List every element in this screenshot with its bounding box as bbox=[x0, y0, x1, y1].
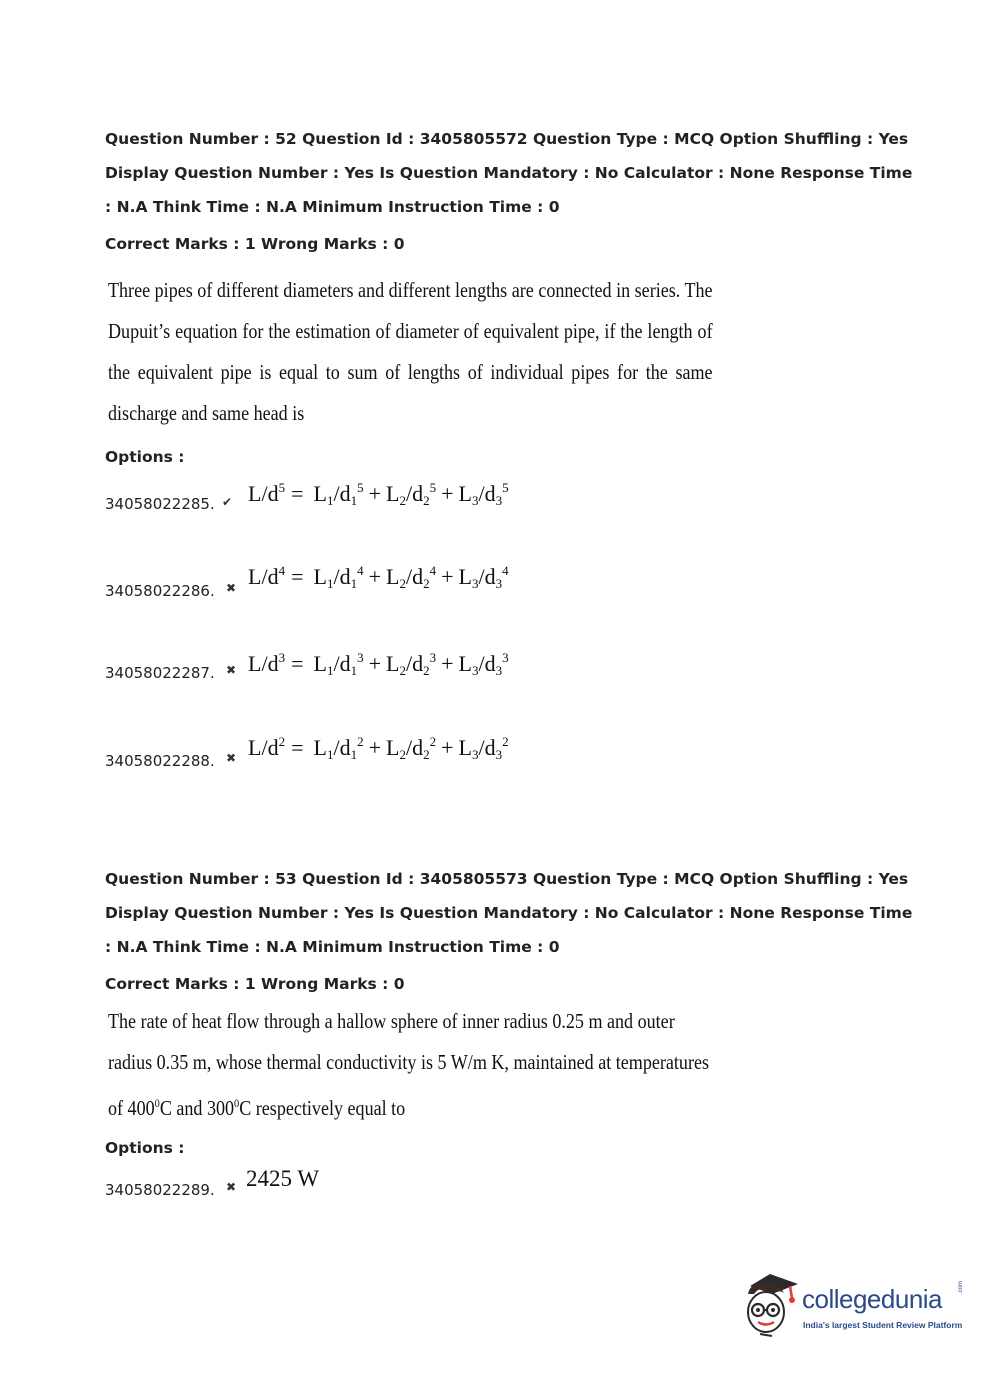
option-formula: $L/d^3 = L_1/d_1^3 + L_2/d_2^3 + L_3/d_3^3$ bbox=[248, 650, 509, 678]
q53-question-text bbox=[108, 1001, 710, 1129]
option-formula: $L/d^4 = L_1/d_1^4 + L_2/d_2^4 + L_3/d_3^4$ bbox=[248, 563, 509, 591]
option-id: 34058022287. bbox=[105, 664, 215, 682]
logo-tagline: India's largest Student Review Platform bbox=[803, 1320, 963, 1330]
q53-text-line-2: radius 0.35 m, whose thermal conductivity is 5 W/m K, maintained at temperatures bbox=[108, 1050, 710, 1074]
option-value: 2425 W bbox=[246, 1166, 320, 1191]
q52-metadata bbox=[105, 122, 925, 224]
q53-options-label: Options : bbox=[105, 1139, 185, 1157]
q53-meta-line-3: : N.A Think Time : N.A Minimum Instruction Time : 0 bbox=[105, 938, 560, 956]
logo-wordmark: collegedunia bbox=[802, 1284, 943, 1314]
option-id: 34058022285. bbox=[105, 495, 215, 513]
option-formula: $L/d^5 = L_1/d_1^5 + L_2/d_2^5 + L_3/d_3^5$ bbox=[248, 480, 509, 508]
q52-marks: Correct Marks : 1 Wrong Marks : 0 bbox=[105, 235, 405, 253]
collegedunia-logo[interactable] bbox=[742, 1272, 972, 1342]
q52-meta-line-3: : N.A Think Time : N.A Minimum Instruction Time : 0 bbox=[105, 198, 560, 216]
degree-superscript: 0 bbox=[154, 1096, 160, 1110]
q52-meta-line-1: Question Number : 52 Question Id : 3405805572 Question Type : MCQ Option Shuffling : Yes bbox=[105, 130, 909, 148]
wrong-cross-icon: ✖ bbox=[226, 1180, 237, 1194]
option-id: 34058022289. bbox=[105, 1181, 215, 1199]
degree-superscript: 0 bbox=[234, 1096, 240, 1110]
q52-meta-line-2: Display Question Number : Yes Is Question Mandatory : No Calculator : None Response Time bbox=[105, 164, 913, 182]
student-mascot-icon bbox=[742, 1272, 800, 1342]
option-id: 34058022286. bbox=[105, 582, 215, 600]
q52-options-label: Options : bbox=[105, 448, 185, 466]
correct-check-icon: ✔ bbox=[222, 495, 233, 509]
q53-text-line-1: The rate of heat flow through a hallow sphere of inner radius 0.25 m and outer bbox=[108, 1009, 675, 1033]
wrong-cross-icon: ✖ bbox=[226, 581, 237, 595]
wrong-cross-icon: ✖ bbox=[226, 663, 237, 677]
q53-text-line-3: of $400^0C$ and $300^0C$ respectively equal to bbox=[108, 1096, 406, 1120]
q53-meta-line-1: Question Number : 53 Question Id : 3405805573 Question Type : MCQ Option Shuffling : Yes bbox=[105, 870, 909, 888]
wrong-cross-icon: ✖ bbox=[226, 751, 237, 765]
option-formula: $L/d^2 = L_1/d_1^2 + L_2/d_2^2 + L_3/d_3^2$ bbox=[248, 734, 509, 762]
q52-question-text: Three pipes of different diameters and different lengths are connected in series. The Dupuit’s equation for the estimation of diameter of equivalent pipe, if the length of the equivalent pipe is equal to sum of lengths of individual pipes for the same discharge and same head is bbox=[108, 278, 713, 425]
q53-meta-line-2: Display Question Number : Yes Is Question Mandatory : No Calculator : None Response Time bbox=[105, 904, 913, 922]
logo-suffix: .com bbox=[958, 1280, 964, 1294]
q53-marks: Correct Marks : 1 Wrong Marks : 0 bbox=[105, 975, 405, 993]
option-id: 34058022288. bbox=[105, 752, 215, 770]
q53-metadata bbox=[105, 862, 925, 964]
